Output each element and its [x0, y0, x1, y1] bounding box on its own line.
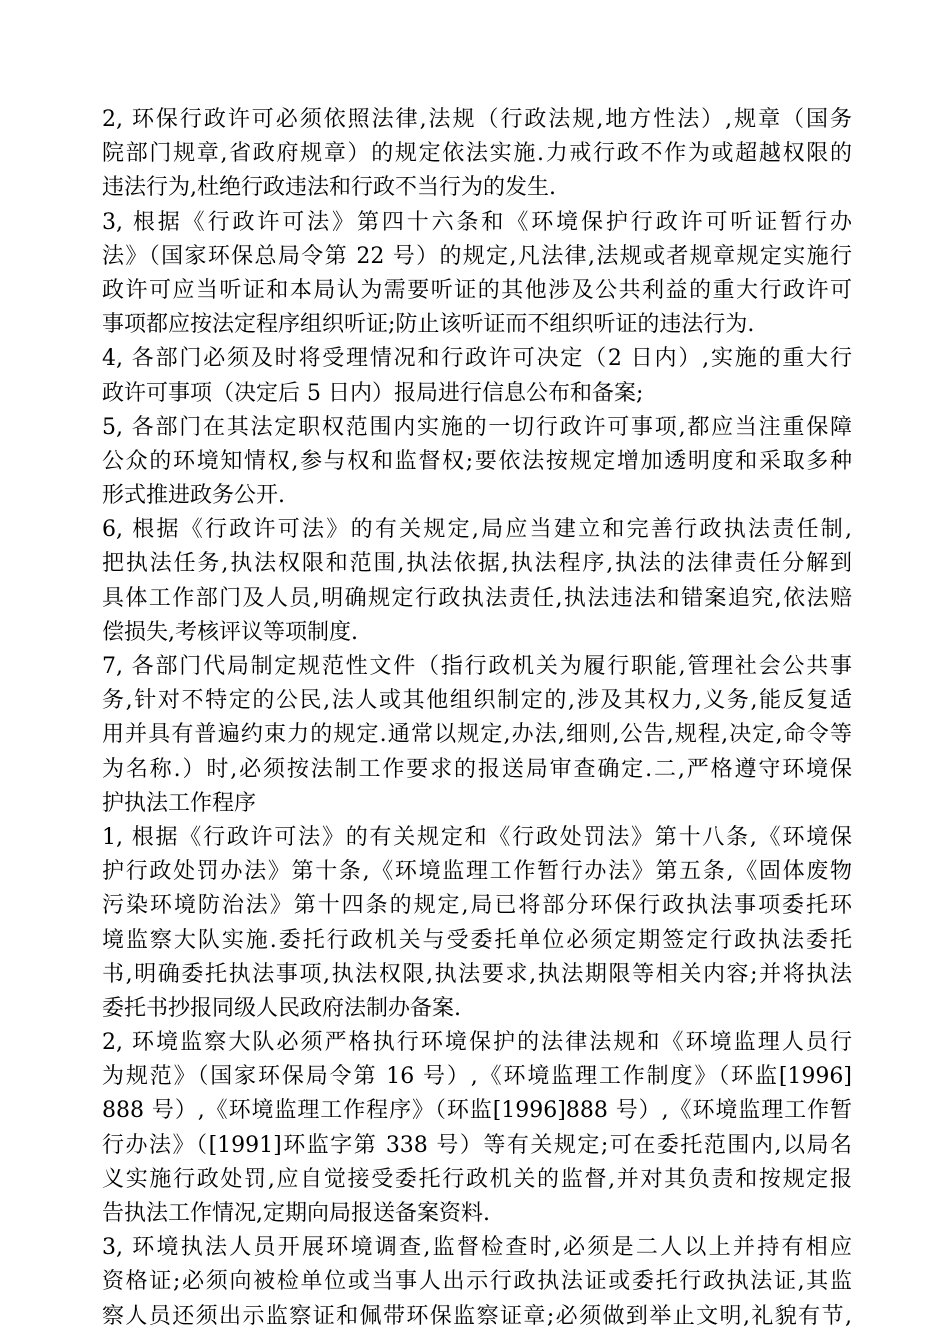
- text-line: 资格证;必须向被检单位或当事人出示行政执法证或委托行政执法证,其监: [102, 1269, 852, 1295]
- text-line: 3, 环境执法人员开展环境调查,监督检查时,必须是二人以上并持有相应: [102, 1235, 852, 1261]
- text-line: 7, 各部门代局制定规范性文件（指行政机关为履行职能,管理社会公共事: [102, 654, 852, 679]
- text-line: 义实施行政处罚,应自觉接受委托行政机关的监督,并对其负责和按规定报: [102, 1166, 852, 1192]
- text-line: 察人员还须出示监察证和佩带环保监察证章;必须做到举止文明,礼貌有节,: [102, 1303, 852, 1329]
- text-line: 违法行为,杜绝行政违法和行政不当行为的发生.: [102, 175, 556, 201]
- text-line: 公众的环境知情权,参与权和监督权;要依法按规定增加透明度和采取多种: [102, 448, 852, 474]
- text-line: 888 号）,《环境监理工作程序》（环监[1996]888 号）,《环境监理工作暂: [102, 1098, 852, 1124]
- text-line: 为名称.）时,必须按法制工作要求的报送局审查确定.二,严格遵守环境保: [102, 756, 852, 782]
- text-line: 为规范》（国家环保局令第 16 号）,《环境监理工作制度》（环监[1996]: [102, 1064, 852, 1090]
- text-line: 6, 根据《行政许可法》的有关规定,局应当建立和完善行政执法责任制,: [102, 517, 852, 543]
- text-line: 委托书抄报同级人民政府法制办备案.: [102, 995, 461, 1021]
- text-line: 政许可应当听证和本局认为需要听证的其他涉及公共利益的重大行政许可: [102, 277, 852, 303]
- text-line: 务,针对不特定的公民,法人或其他组织制定的,涉及其权力,义务,能反复适: [102, 688, 852, 714]
- text-line: 境监察大队实施.委托行政机关与受委托单位必须定期签定行政执法委托: [102, 927, 852, 953]
- text-line: 1, 根据《行政许可法》的有关规定和《行政处罚法》第十八条,《环境保: [102, 824, 852, 850]
- text-line: 形式推进政务公开.: [102, 483, 285, 509]
- text-line: 护执法工作程序: [102, 790, 257, 816]
- text-line: 3, 根据《行政许可法》第四十六条和《环境保护行政许可听证暂行办: [102, 209, 852, 235]
- text-line: 院部门规章,省政府规章）的规定依法实施.力戒行政不作为或超越权限的: [102, 141, 852, 167]
- text-line: 2, 环保行政许可必须依照法律,法规（行政法规,地方性法）,规章（国务: [102, 107, 852, 132]
- text-line: 用并具有普遍约束力的规定.通常以规定,办法,细则,公告,规程,决定,命令等: [102, 722, 852, 748]
- text-line: 4, 各部门必须及时将受理情况和行政许可决定（2 日内）,实施的重大行: [102, 346, 852, 372]
- text-line: 事项都应按法定程序组织听证;防止该听证而不组织听证的违法行为.: [102, 312, 755, 338]
- text-line: 政许可事项（决定后 5 日内）报局进行信息公布和备案;: [102, 380, 644, 406]
- text-line: 污染环境防治法》第十四条的规定,局已将部分环保行政执法事项委托环: [102, 893, 852, 919]
- text-line: 把执法任务,执法权限和范围,执法依据,执法程序,执法的法律责任分解到: [102, 551, 852, 577]
- document-page: [102, 103, 852, 1334]
- text-line: 书,明确委托执法事项,执法权限,执法要求,执法期限等相关内容;并将执法: [102, 961, 852, 987]
- text-line: 具体工作部门及人员,明确规定行政执法责任,执法违法和错案追究,依法赔: [102, 585, 852, 611]
- text-line: 2, 环境监察大队必须严格执行环境保护的法律法规和《环境监理人员行: [102, 1030, 852, 1056]
- text-line: 法》（国家环保总局令第 22 号）的规定,凡法律,法规或者规章规定实施行: [102, 243, 852, 269]
- text-line: 5, 各部门在其法定职权范围内实施的一切行政许可事项,都应当注重保障: [102, 414, 852, 440]
- text-line: 告执法工作情况,定期向局报送备案资料.: [102, 1201, 490, 1226]
- text-line: 行办法》（[1991]环监字第 338 号）等有关规定;可在委托范围内,以局名: [102, 1132, 852, 1158]
- text-line: 偿损失,考核评议等项制度.: [102, 619, 358, 645]
- text-line: 护行政处罚办法》第十条,《环境监理工作暂行办法》第五条,《固体废物: [102, 859, 852, 885]
